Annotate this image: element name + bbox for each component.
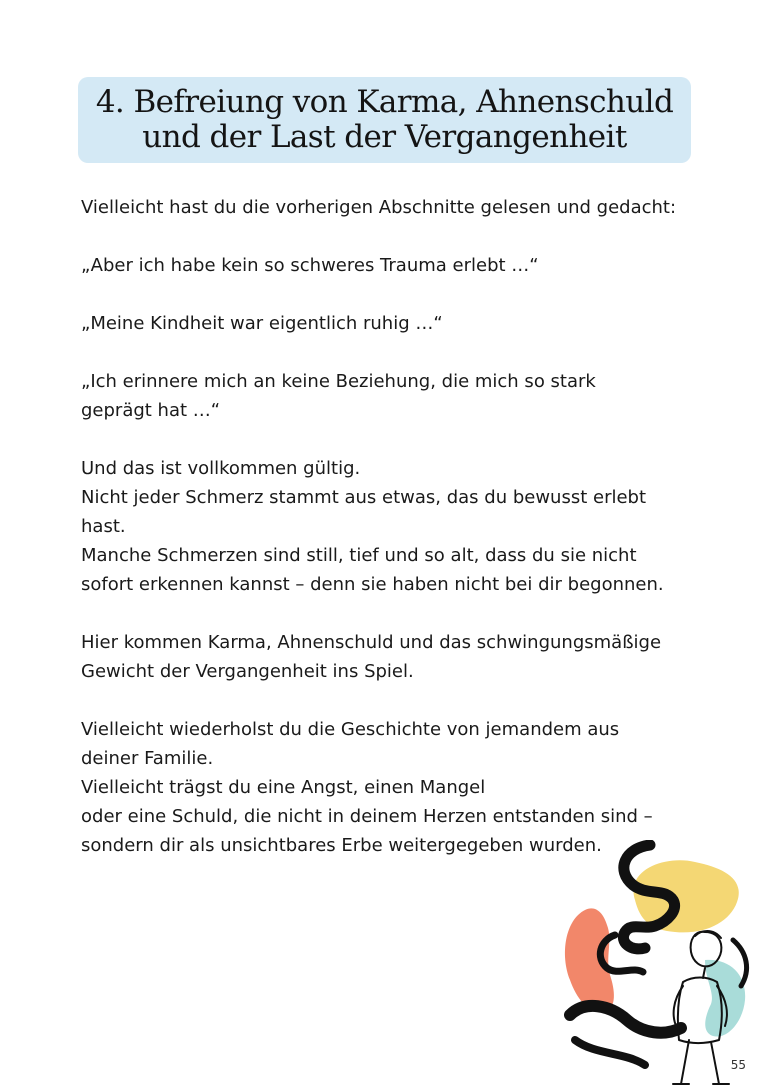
- paragraph-line: oder eine Schuld, die nicht in deinem Herzen entstanden sind –: [81, 806, 653, 827]
- quote: „Meine Kindheit war eigentlich ruhig …“: [81, 313, 443, 334]
- chapter-heading-line-2: und der Last der Vergangenheit: [142, 119, 627, 155]
- paragraph-line: Manche Schmerzen sind still, tief und so alt, dass du sie nicht: [81, 545, 637, 566]
- quote: „Ich erinnere mich an keine Beziehung, die mich so stark: [81, 371, 596, 392]
- page-number: 55: [730, 1058, 746, 1072]
- quote-continued: geprägt hat …“: [81, 400, 221, 421]
- paragraph-line: deiner Familie.: [81, 748, 214, 769]
- paragraph-line: hast.: [81, 516, 126, 537]
- chapter-heading-box: [78, 77, 691, 163]
- paragraph: Vielleicht hast du die vorherigen Abschnitte gelesen und gedacht:: [81, 197, 677, 218]
- quote: „Aber ich habe kein so schweres Trauma erlebt …“: [81, 255, 539, 276]
- body-text: [81, 193, 721, 860]
- paragraph-line: Vielleicht trägst du eine Angst, einen Mangel: [81, 777, 486, 798]
- paragraph-line: Und das ist vollkommen gültig.: [81, 458, 361, 479]
- paragraph-line: Vielleicht wiederholst du die Geschichte von jemandem aus: [81, 719, 620, 740]
- paragraph-line: Nicht jeder Schmerz stammt aus etwas, das du bewusst erlebt: [81, 487, 647, 508]
- chapter-heading-line-1: 4. Befreiung von Karma, Ahnenschuld: [95, 84, 674, 120]
- paragraph-line: sofort erkennen kannst – denn sie haben nicht bei dir begonnen.: [81, 574, 664, 595]
- paragraph-line: Gewicht der Vergangenheit ins Spiel.: [81, 661, 414, 682]
- paragraph-line: Hier kommen Karma, Ahnenschuld und das schwingungsmäßige: [81, 632, 662, 653]
- person-with-swirls-illustration: [555, 840, 755, 1086]
- paragraph-line: sondern dir als unsichtbares Erbe weitergegeben wurden.: [81, 835, 602, 856]
